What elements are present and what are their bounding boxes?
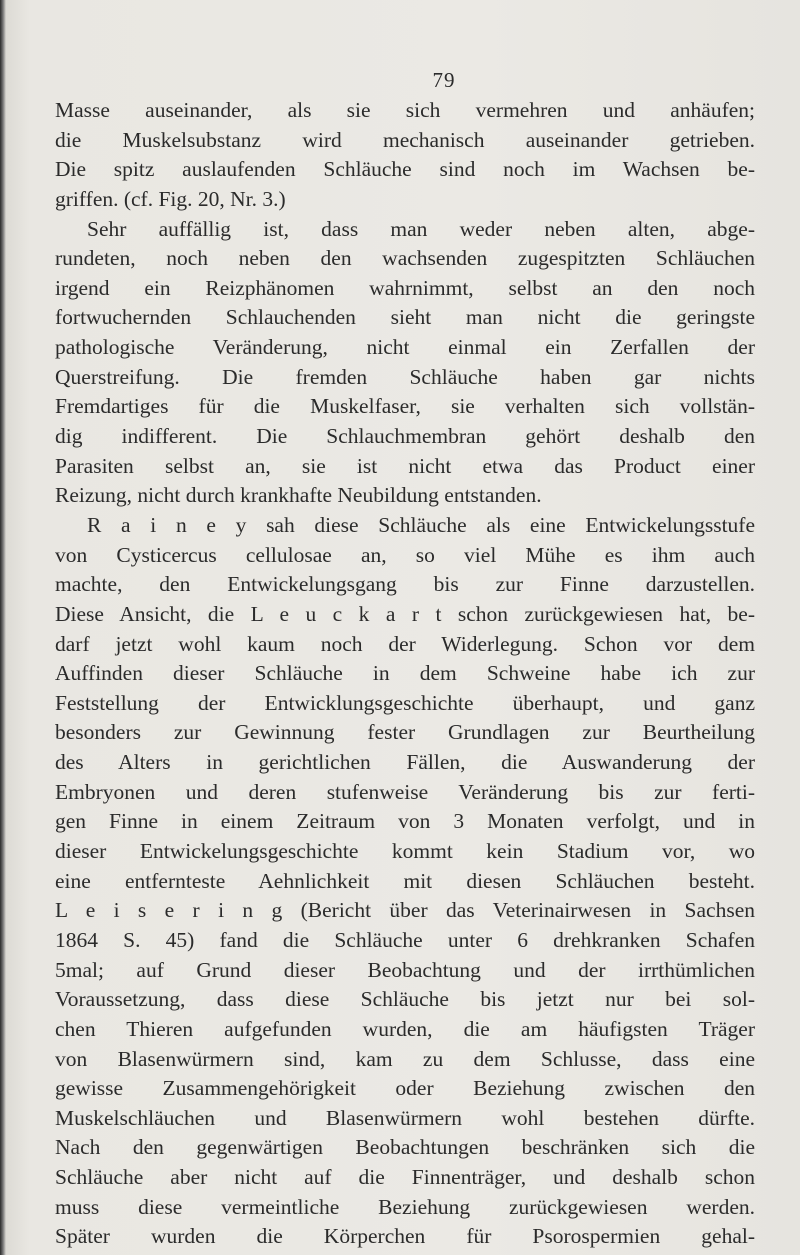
text-line: Auffinden dieser Schläuche in dem Schweine habe ich zur: [55, 661, 755, 686]
text-line: Feststellung der Entwicklungsgeschichte überhaupt, und ganz: [55, 690, 755, 715]
text-line: 1864 S. 45) fand die Schläuche unter 6 drehkranken Schafen: [55, 927, 755, 952]
text-line: Später wurden die Körperchen für Psorospermien gehal-: [55, 1224, 755, 1249]
text-line: griffen. (cf. Fig. 20, Nr. 3.): [55, 186, 286, 211]
page-number: [0, 68, 800, 93]
text-line: Muskelschläuchen und Blasenwürmern wohl bestehen dürfte.: [55, 1105, 755, 1130]
text-line: Schläuche aber nicht auf die Finnenträger, und deshalb schon: [55, 1165, 755, 1190]
text-line: Embryonen und deren stufenweise Veränderung bis zur ferti-: [55, 779, 755, 804]
text-line: von Cysticercus cellulosae an, so viel Mühe es ihm auch: [55, 542, 755, 567]
text-line: machte, den Entwickelungsgang bis zur Finne darzustellen.: [55, 572, 755, 597]
text-line: Parasiten selbst an, sie ist nicht etwa das Product einer: [55, 453, 755, 478]
text-line: Voraussetzung, dass diese Schläuche bis jetzt nur bei sol-: [55, 987, 755, 1012]
text-line: Die spitz auslaufenden Schläuche sind noch im Wachsen be-: [55, 157, 755, 182]
text-line: muss diese vermeintliche Beziehung zurückgewiesen werden.: [55, 1194, 755, 1219]
page-number-text: 79: [432, 68, 456, 92]
text-line: gen Finne in einem Zeitraum von 3 Monaten verfolgt, und in: [55, 809, 755, 834]
body-text: [55, 96, 755, 1252]
text-line: dieser Entwickelungsgeschichte kommt kein Stadium vor, wo: [55, 839, 755, 864]
text-line: pathologische Veränderung, nicht einmal ein Zerfallen der: [55, 335, 755, 360]
text-line: R a i n e y sah diese Schläuche als eine Entwickelungsstufe: [87, 512, 755, 537]
text-line: die Muskelsubstanz wird mechanisch auseinander getrieben.: [55, 127, 755, 152]
text-line: Reizung, nicht durch krankhafte Neubildung entstanden.: [55, 483, 542, 508]
text-line: eine entfernteste Aehnlichkeit mit diesen Schläuchen besteht.: [55, 868, 755, 893]
text-line: chen Thieren aufgefunden wurden, die am häufigsten Träger: [55, 1016, 755, 1041]
text-line: irgend ein Reizphänomen wahrnimmt, selbst an den noch: [55, 275, 755, 300]
text-line: Querstreifung. Die fremden Schläuche haben gar nichts: [55, 364, 755, 389]
page-binding-edge: [0, 0, 6, 1255]
text-line: gewisse Zusammengehörigkeit oder Beziehung zwischen den: [55, 1076, 755, 1101]
text-line: Nach den gegenwärtigen Beobachtungen beschränken sich die: [55, 1135, 755, 1160]
text-line: Masse auseinander, als sie sich vermehren und anhäufen;: [55, 98, 755, 122]
text-line: von Blasenwürmern sind, kam zu dem Schlusse, dass eine: [55, 1046, 755, 1071]
text-line: rundeten, noch neben den wachsenden zugespitzten Schläuchen: [55, 246, 755, 271]
text-line: besonders zur Gewinnung fester Grundlagen zur Beurtheilung: [55, 720, 755, 745]
text-line: dig indifferent. Die Schlauchmembran gehört deshalb den: [55, 424, 755, 449]
text-line: Diese Ansicht, die L e u c k a r t schon zurückgewiesen hat, be-: [55, 601, 755, 626]
text-line: L e i s e r i n g (Bericht über das Veterinairwesen in Sachsen: [55, 898, 755, 923]
text-line: fortwuchernden Schlauchenden sieht man nicht die geringste: [55, 305, 755, 330]
text-line: des Alters in gerichtlichen Fällen, die Auswanderung der: [55, 750, 755, 775]
text-line: Sehr auffällig ist, dass man weder neben alten, abge-: [87, 216, 755, 241]
text-line: darf jetzt wohl kaum noch der Widerlegung. Schon vor dem: [55, 631, 755, 656]
text-line: 5mal; auf Grund dieser Beobachtung und der irrthümlichen: [55, 957, 755, 982]
text-line: Fremdartiges für die Muskelfaser, sie verhalten sich vollstän-: [55, 394, 755, 419]
